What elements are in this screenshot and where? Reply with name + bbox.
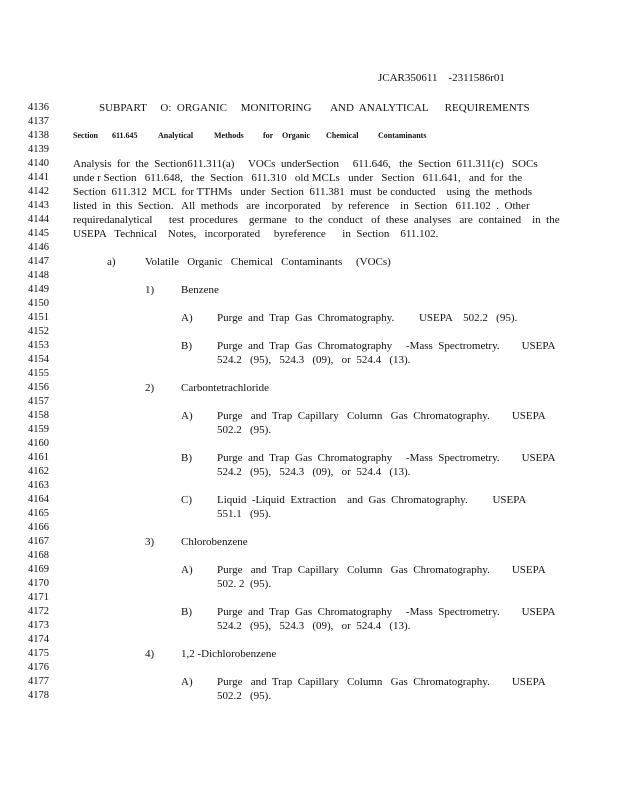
- line-number: 4147: [28, 256, 49, 267]
- item-number: 1): [145, 284, 155, 296]
- item-name: Carbontetrachloride: [181, 382, 269, 394]
- item-name: 1,2 -Dichlorobenzene: [181, 648, 277, 660]
- paragraph-line: listed in this Section. All methods are incorporated by reference in Section 611.102 . Other: [73, 200, 530, 212]
- line-number: 4162: [28, 466, 49, 477]
- paragraph-line: Section 611.312 MCL for TTHMs under Section 611.381 must be conducted using the methods: [73, 186, 532, 198]
- section-heading-number: 611.645: [112, 131, 138, 140]
- line-number: 4139: [28, 144, 49, 155]
- subsection-title: Volatile Organic Chemical Contaminants (VOCs): [145, 256, 391, 268]
- paragraph-line: requiredanalytical test procedures germane to the conduct of these analyses are contained in the: [73, 214, 560, 226]
- method-text: 502.2 (95).: [217, 690, 272, 702]
- subpart-heading: SUBPART O: ORGANIC MONITORING AND ANALYTICAL REQUIREMENTS: [99, 102, 530, 114]
- line-number: 4156: [28, 382, 49, 393]
- line-number: 4171: [28, 592, 49, 603]
- method-label: A): [181, 676, 193, 688]
- line-number: 4178: [28, 690, 49, 701]
- method-text: Purge and Trap Gas Chromatography. USEPA 502.2 (95).: [217, 312, 518, 324]
- paragraph-line: Analysis for the Section611.311(a) VOCs underSection 611.646, the Section 611.311(c) SOCs: [73, 158, 538, 170]
- item-number: 3): [145, 536, 155, 548]
- method-label: A): [181, 410, 193, 422]
- item-name: Chlorobenzene: [181, 536, 248, 548]
- method-label: C): [181, 494, 192, 506]
- line-number: 4168: [28, 550, 49, 561]
- method-text: 551.1 (95).: [217, 508, 272, 520]
- line-number: 4165: [28, 508, 49, 519]
- method-text: 524.2 (95), 524.3 (09), or 524.4 (13).: [217, 354, 411, 366]
- method-text: 502.2 (95).: [217, 424, 272, 436]
- line-number: 4155: [28, 368, 49, 379]
- method-text: Purge and Trap Capillary Column Gas Chromatography. USEPA: [217, 410, 546, 422]
- line-number: 4172: [28, 606, 49, 617]
- subsection-label: a): [107, 256, 116, 268]
- section-heading-word: Analytical: [158, 131, 194, 140]
- line-number: 4154: [28, 354, 49, 365]
- document-id: JCAR350611 -2311586r01: [378, 72, 505, 84]
- line-number: 4153: [28, 340, 49, 351]
- method-text: Liquid -Liquid Extraction and Gas Chromatography. USEPA: [217, 494, 527, 506]
- section-heading-word: Methods: [214, 131, 244, 140]
- line-number: 4151: [28, 312, 49, 323]
- paragraph-line: USEPA Technical Notes, incorporated byreference in Section 611.102.: [73, 228, 439, 240]
- paragraph-line: unde r Section 611.648, the Section 611.310 old MCLs under Section 611.641, and for the: [73, 172, 523, 184]
- method-label: A): [181, 312, 193, 324]
- line-number: 4136: [28, 102, 49, 113]
- method-text: 524.2 (95), 524.3 (09), or 524.4 (13).: [217, 620, 411, 632]
- method-text: Purge and Trap Capillary Column Gas Chromatography. USEPA: [217, 564, 546, 576]
- method-label: B): [181, 606, 192, 618]
- method-label: B): [181, 340, 192, 352]
- method-label: A): [181, 564, 193, 576]
- line-number: 4176: [28, 662, 49, 673]
- line-number: 4145: [28, 228, 49, 239]
- line-number: 4146: [28, 242, 49, 253]
- line-number: 4149: [28, 284, 49, 295]
- line-number: 4161: [28, 452, 49, 463]
- method-text: 502. 2 (95).: [217, 578, 272, 590]
- method-text: Purge and Trap Capillary Column Gas Chromatography. USEPA: [217, 676, 546, 688]
- line-number: 4163: [28, 480, 49, 491]
- section-heading-word: Contaminants: [378, 131, 427, 140]
- line-number: 4160: [28, 438, 49, 449]
- method-text: Purge and Trap Gas Chromatography -Mass Spectrometry. USEPA: [217, 606, 556, 618]
- line-number: 4174: [28, 634, 49, 645]
- item-number: 4): [145, 648, 155, 660]
- line-number: 4169: [28, 564, 49, 575]
- line-number: 4164: [28, 494, 49, 505]
- line-number: 4140: [28, 158, 49, 169]
- item-name: Benzene: [181, 284, 219, 296]
- line-number: 4175: [28, 648, 49, 659]
- line-number: 4157: [28, 396, 49, 407]
- method-label: B): [181, 452, 192, 464]
- line-number: 4142: [28, 186, 49, 197]
- line-number: 4150: [28, 298, 49, 309]
- method-text: 524.2 (95), 524.3 (09), or 524.4 (13).: [217, 466, 411, 478]
- line-number: 4167: [28, 536, 49, 547]
- method-text: Purge and Trap Gas Chromatography -Mass Spectrometry. USEPA: [217, 452, 556, 464]
- method-text: Purge and Trap Gas Chromatography -Mass Spectrometry. USEPA: [217, 340, 556, 352]
- line-number: 4170: [28, 578, 49, 589]
- section-heading-word: for: [263, 131, 274, 140]
- line-number: 4144: [28, 214, 49, 225]
- line-number: 4173: [28, 620, 49, 631]
- line-number: 4141: [28, 172, 49, 183]
- line-number: 4137: [28, 116, 49, 127]
- line-number: 4159: [28, 424, 49, 435]
- item-number: 2): [145, 382, 155, 394]
- line-number: 4143: [28, 200, 49, 211]
- section-heading-word: Section: [73, 131, 98, 140]
- section-heading-word: Organic: [282, 131, 310, 140]
- section-heading-word: Chemical: [326, 131, 359, 140]
- line-number: 4158: [28, 410, 49, 421]
- line-number: 4152: [28, 326, 49, 337]
- line-number: 4138: [28, 130, 49, 141]
- line-number: 4177: [28, 676, 49, 687]
- line-number: 4166: [28, 522, 49, 533]
- line-number: 4148: [28, 270, 49, 281]
